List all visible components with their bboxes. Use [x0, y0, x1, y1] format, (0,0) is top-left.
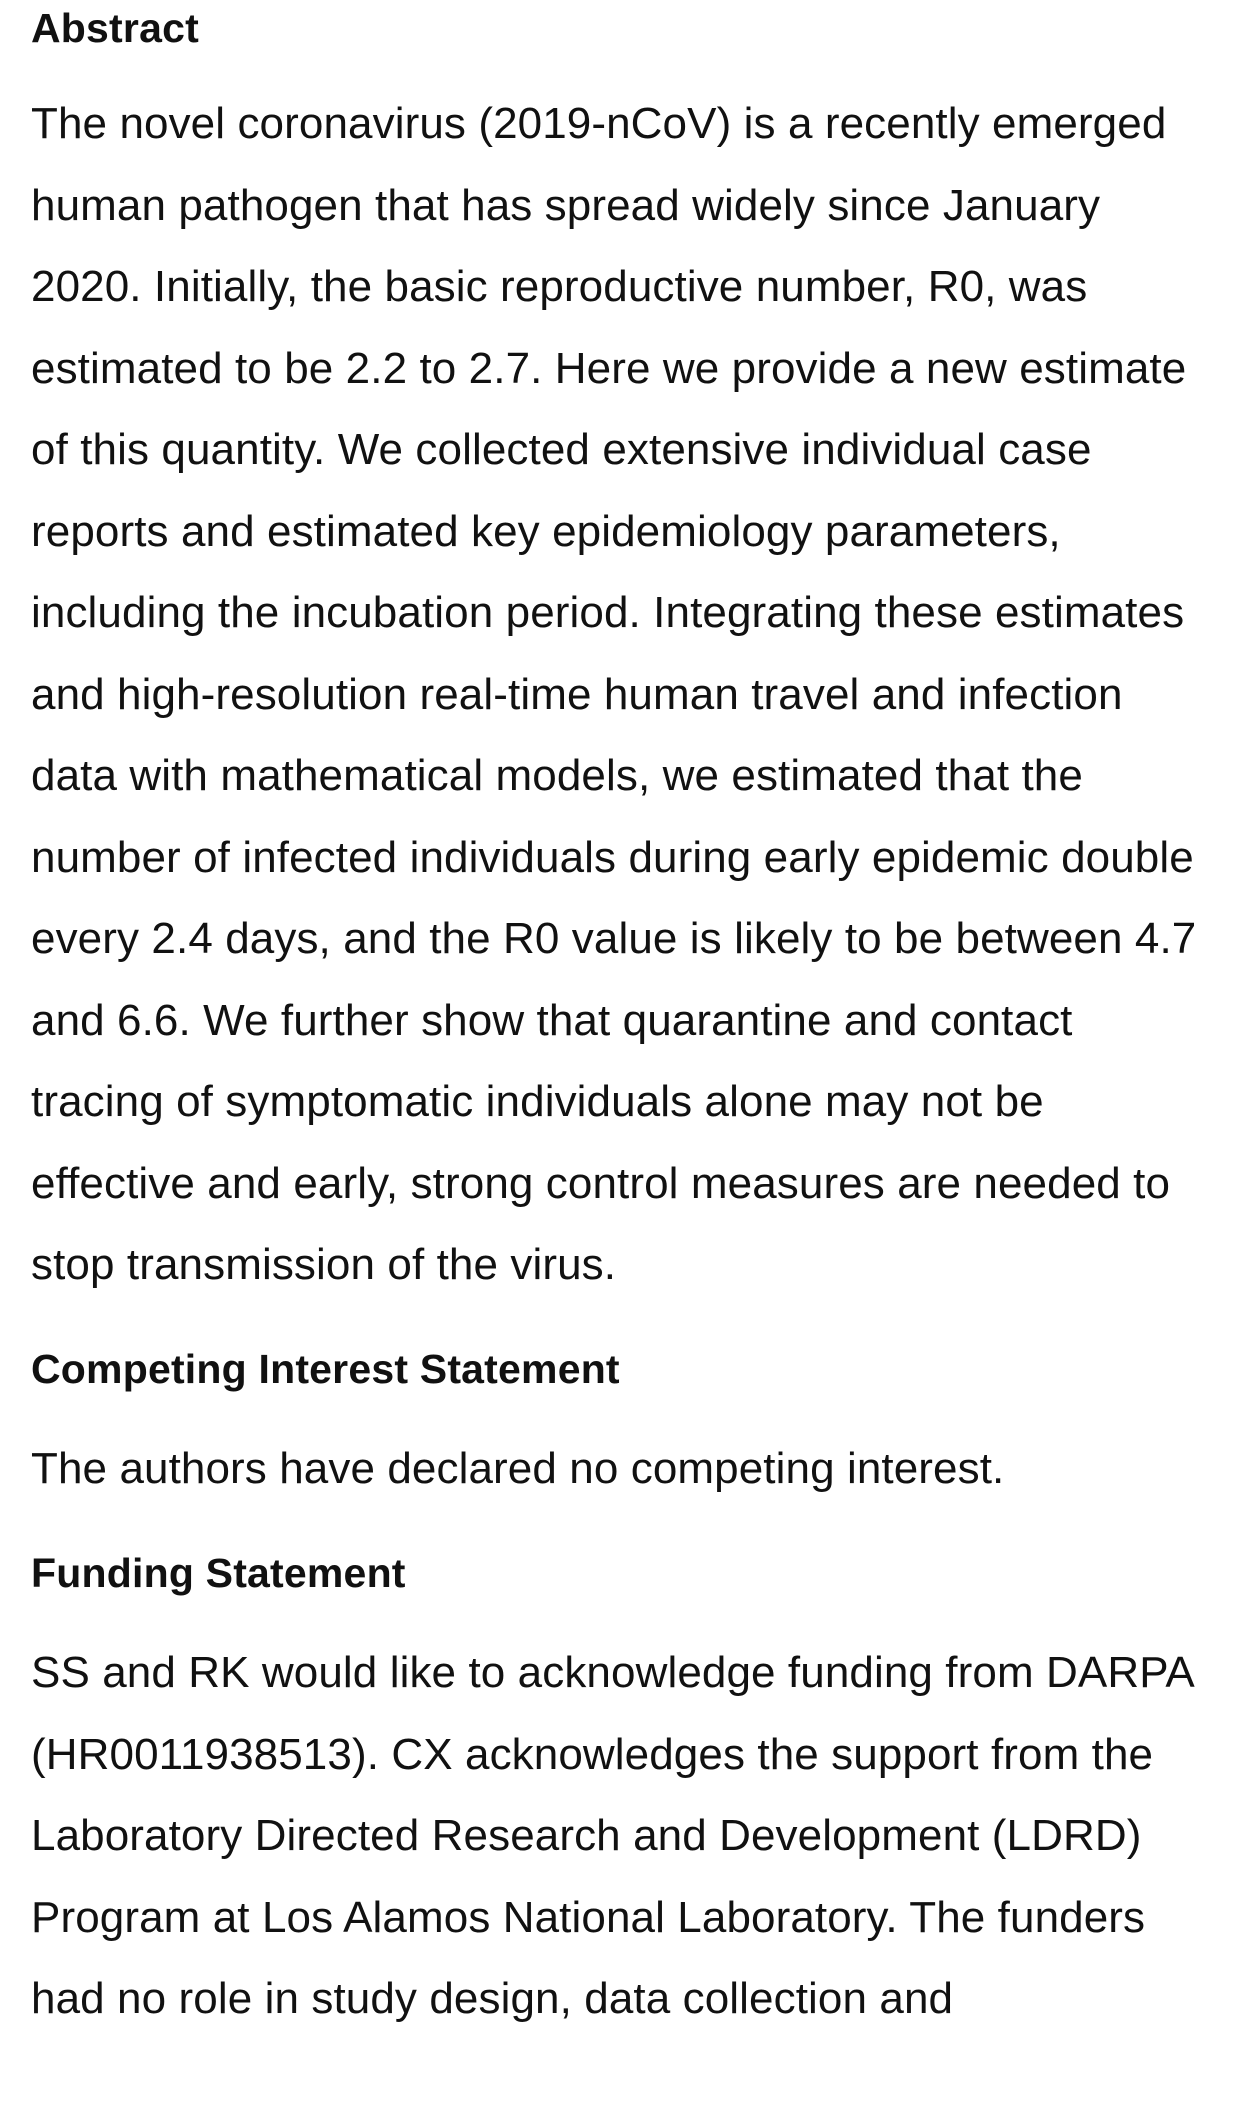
competing-interest-section	[31, 1341, 1214, 1510]
funding-heading: Funding Statement	[31, 1550, 406, 1596]
abstract-section	[31, 0, 1214, 1306]
abstract-text: The novel coronavirus (2019-nCoV) is a recently emerged human pathogen that has spread widely since January 2020. Initially, the basic reproductive number, R0, was estimated to be 2.2 to 2.7. Here we provide a new estimate of this quantity. We collected extensive individual case reports and estimated key epidemiology parameters, including the incubation period. Integrating these estimates and high-resolution real-time human travel and infection data with mathematical models, we estimated that the number of infected individuals during early epidemic double every 2.4 days, and the R0 value is likely to be between 4.7 and 6.6. We further show that quarantine and contact tracing of symptomatic individuals alone may not be effective and early, strong control measures are needed to stop transmission of the virus.	[31, 99, 1197, 1289]
competing-interest-heading: Competing Interest Statement	[31, 1345, 620, 1392]
competing-interest-text: The authors have declared no competing interest.	[31, 1443, 1005, 1493]
abstract-heading: Abstract	[31, 5, 199, 51]
funding-text: SS and RK would like to acknowledge funding from DARPA (HR0011938513). CX acknowledges the support from the Laboratory Directed Research and Development (LDRD) Program at Los Alamos National Laboratory. The funders had no role in study design, data collection and	[31, 1648, 1193, 2023]
funding-section	[31, 1545, 1214, 2040]
